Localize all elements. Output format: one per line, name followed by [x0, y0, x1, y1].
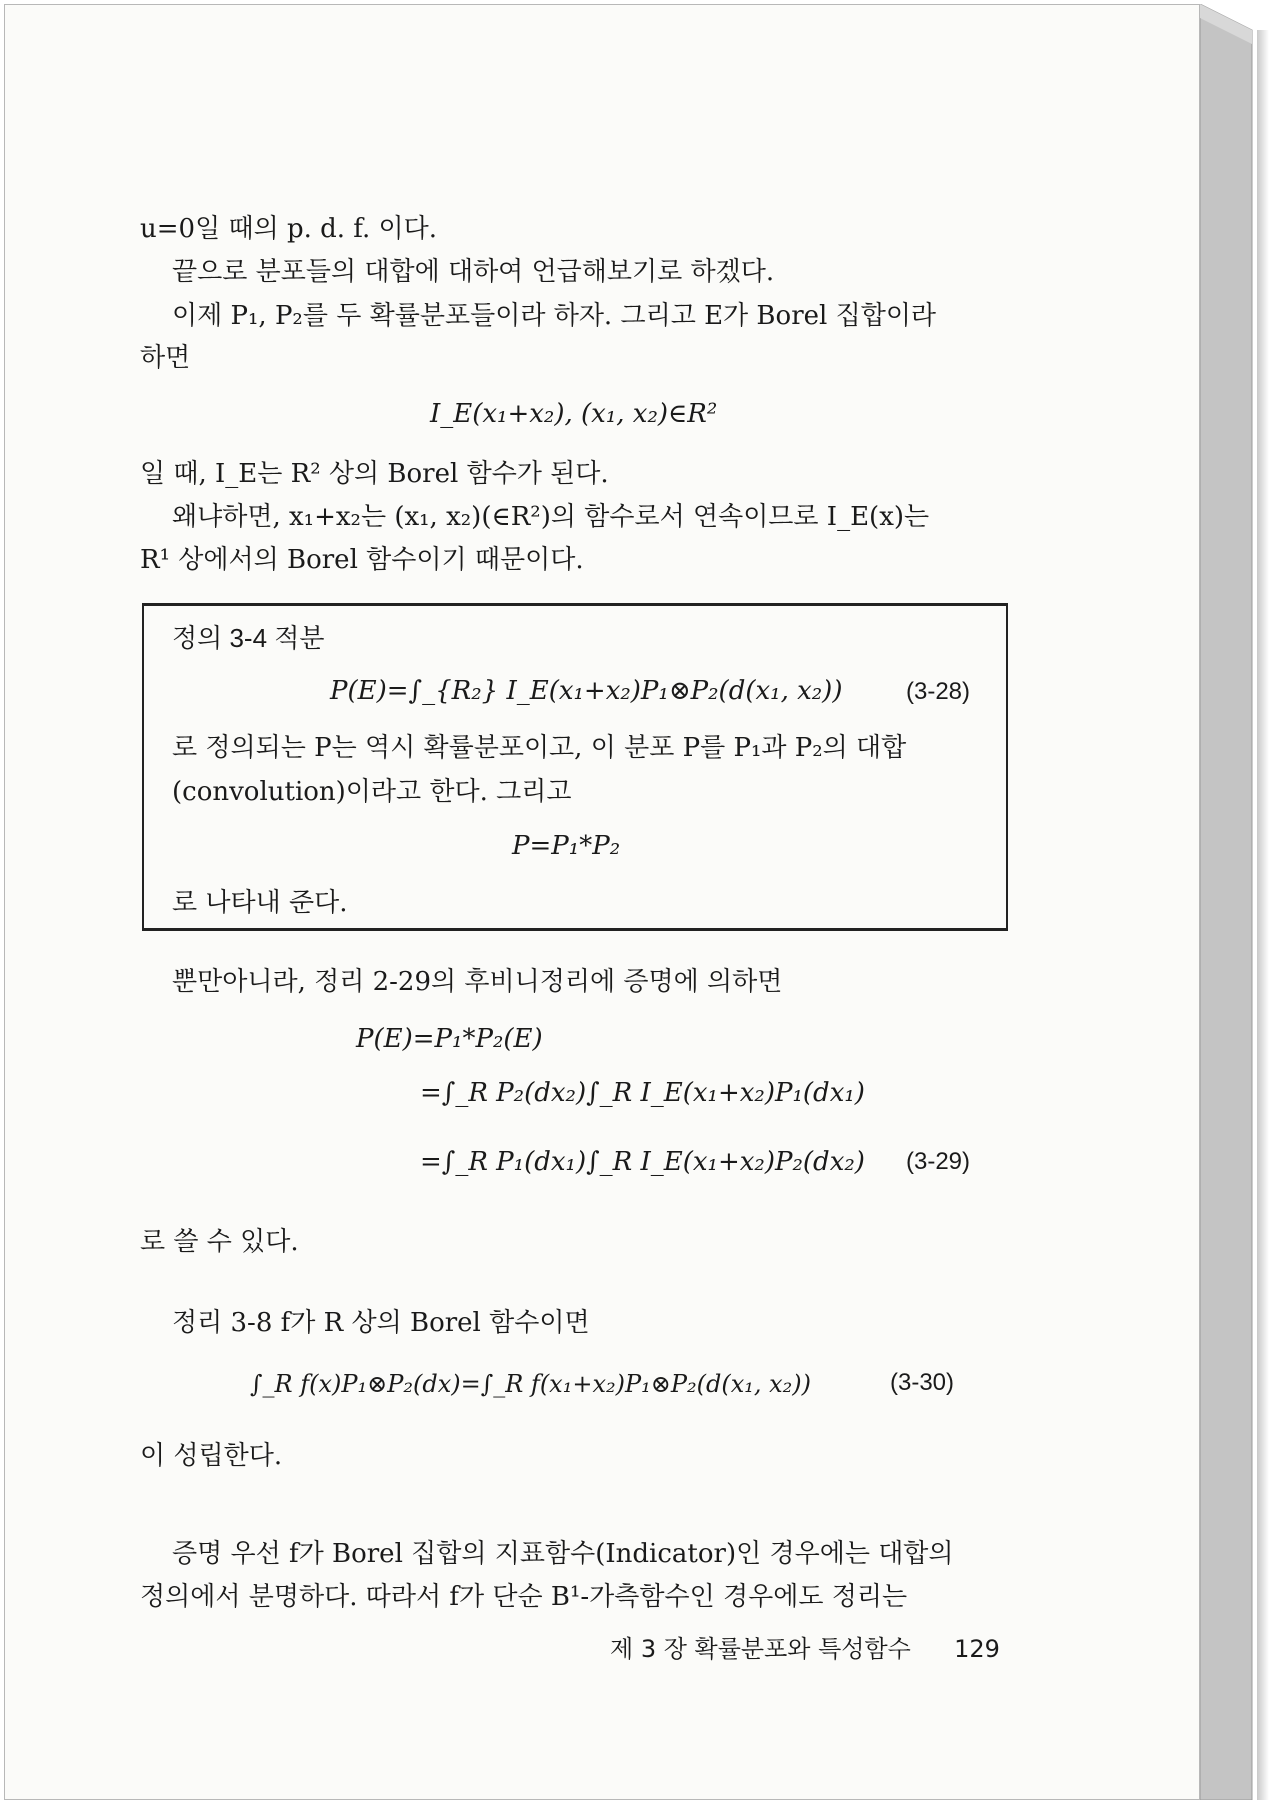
text-line: 이제 P₁, P₂를 두 확률분포들이라 하자. 그리고 E가 Borel 집합이라	[172, 301, 937, 331]
text-line: 로 정의되는 P는 역시 확률분포이고, 이 분포 P를 P₁과 P₂의 대합	[172, 733, 907, 763]
theorem-heading: 정리 3-8 f가 R 상의 Borel 함수이면	[172, 1308, 590, 1338]
chapter-title: 제 3 장 확률분포와 특성함수	[610, 1635, 911, 1663]
definition-heading: 정의 3-4 적분	[172, 623, 325, 653]
equation: ∫_R f(x)P₁⊗P₂(dx)=∫_R f(x₁+x₂)P₁⊗P₂(d(x₁, x₂))	[250, 1370, 811, 1398]
equation: =∫_R P₂(dx₂)∫_R I_E(x₁+x₂)P₁(dx₁)	[420, 1078, 865, 1108]
equation-number: (3-30)	[890, 1369, 955, 1396]
equation: I_E(x₁+x₂), (x₁, x₂)∈R²	[430, 399, 718, 429]
equation: P(E)=∫_{R₂} I_E(x₁+x₂)P₁⊗P₂(d(x₁, x₂))	[330, 676, 843, 706]
page-shadow	[1257, 30, 1269, 1800]
page-edge-3d	[1200, 4, 1256, 1800]
equation: P=P₁*P₂	[512, 831, 621, 861]
text-line: 이 성립한다.	[140, 1441, 283, 1471]
text-line: u=0일 때의 p. d. f. 이다.	[140, 214, 438, 244]
text-line: 뿐만아니라, 정리 2-29의 후비니정리에 증명에 의하면	[172, 967, 783, 997]
text-line: 정의에서 분명하다. 따라서 f가 단순 B¹-가측함수인 경우에도 정리는	[140, 1582, 908, 1612]
equation-number: (3-29)	[906, 1148, 971, 1175]
text-line: 증명 우선 f가 Borel 집합의 지표함수(Indicator)인 경우에는 대합의	[172, 1539, 954, 1569]
equation: =∫_R P₁(dx₁)∫_R I_E(x₁+x₂)P₂(dx₂)	[420, 1147, 865, 1177]
text-line: 로 쓸 수 있다.	[140, 1227, 299, 1257]
page-footer	[610, 1634, 1000, 1664]
text-line: 끝으로 분포들의 대합에 대하여 언급해보기로 하겠다.	[172, 257, 775, 287]
equation: P(E)=P₁*P₂(E)	[356, 1024, 543, 1054]
text-line: R¹ 상에서의 Borel 함수이기 때문이다.	[140, 545, 584, 575]
text-line: (convolution)이라고 한다. 그리고	[172, 777, 572, 807]
text-line: 하면	[140, 343, 191, 373]
text-line: 로 나타내 준다.	[172, 888, 348, 918]
text-line: 일 때, I_E는 R² 상의 Borel 함수가 된다.	[140, 459, 609, 489]
equation-number: (3-28)	[906, 678, 971, 705]
text-line: 왜냐하면, x₁+x₂는 (x₁, x₂)(∈R²)의 함수로서 연속이므로 I_E(x)는	[172, 502, 930, 532]
page-number: 129	[954, 1635, 1000, 1663]
